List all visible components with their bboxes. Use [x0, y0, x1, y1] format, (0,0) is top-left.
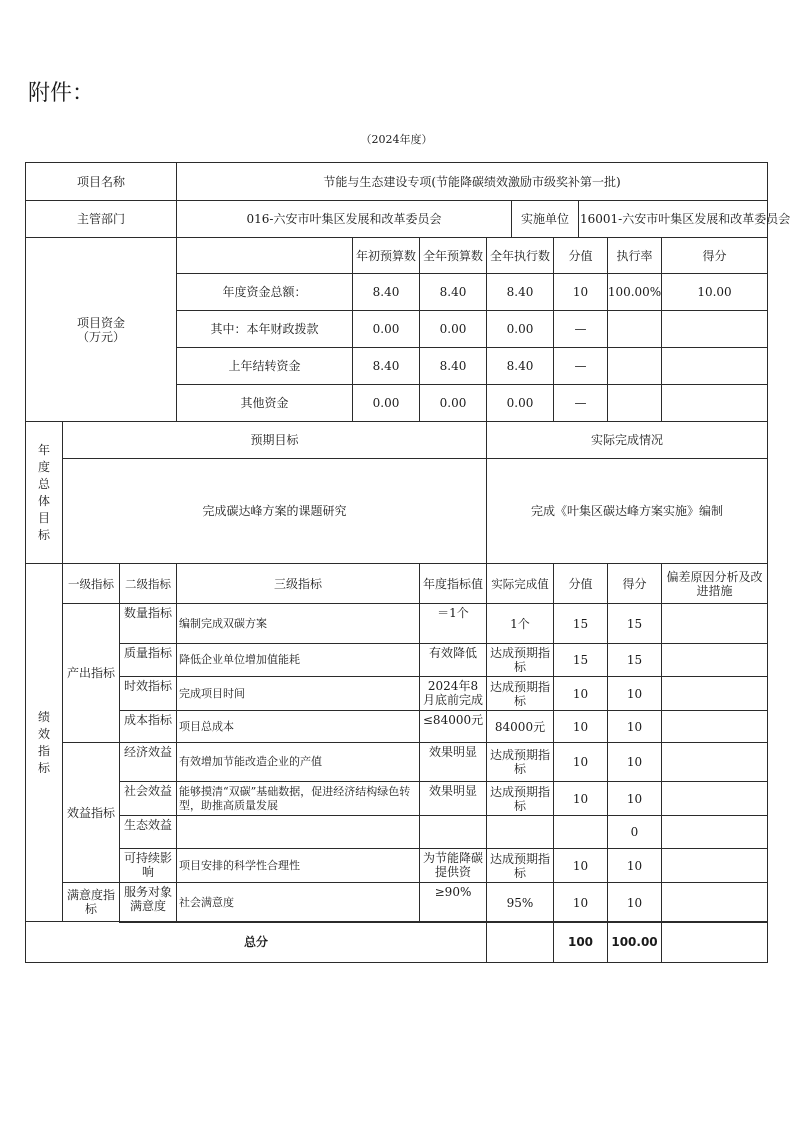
impl-label: 实施单位	[511, 200, 579, 238]
ind-group-satisfaction: 满意度指标	[62, 882, 120, 922]
ind-row-deviation	[661, 848, 768, 883]
ind-row-level2: 生态效益	[119, 815, 177, 849]
funds-header-executed: 全年执行数	[486, 237, 554, 274]
vertical-label-char: 标	[37, 760, 50, 775]
ind-row-level3: 有效增加节能改造企业的产值	[176, 742, 420, 782]
funds-header-rate: 执行率	[607, 237, 662, 274]
ind-group-benefit: 效益指标	[62, 742, 120, 883]
ind-row-deviation	[661, 815, 768, 849]
ind-row-deviation	[661, 676, 768, 711]
fund-row-score-value: 10	[553, 273, 608, 311]
fund-row-executed: 8.40	[486, 347, 554, 385]
ind-header-level1: 一级指标	[62, 563, 120, 604]
goals-expected-value: 完成碳达峰方案的课题研究	[62, 458, 487, 564]
ind-row-level3: 完成项目时间	[176, 676, 420, 711]
fund-row-score-value: —	[553, 384, 608, 422]
ind-row-deviation	[661, 882, 768, 923]
ind-row-level2: 成本指标	[119, 710, 177, 743]
ind-row-actual: 1个	[486, 603, 554, 644]
ind-row-score: 10	[607, 742, 662, 782]
ind-group-output: 产出指标	[62, 603, 120, 743]
year-label: （2024年度）	[360, 133, 433, 146]
ind-row-actual	[486, 815, 554, 849]
fund-row-label: 其中：本年财政拨款	[176, 310, 353, 348]
fund-row-score	[661, 384, 768, 422]
fund-row-rate: 100.00%	[607, 273, 662, 311]
vertical-label-char: 总	[37, 476, 50, 491]
ind-row-score: 10	[607, 781, 662, 816]
ind-row-level3: 项目安排的科学性合理性	[176, 848, 420, 883]
impl-value: 16001-六安市叶集区发展和改革委员会	[578, 200, 768, 238]
vertical-label-char: 效	[37, 726, 50, 741]
ind-header-actual: 实际完成值	[486, 563, 554, 604]
ind-row-target: 效果明显	[419, 742, 487, 782]
fund-row-rate	[607, 347, 662, 385]
total-label: 总分	[25, 921, 487, 963]
ind-row-score-value: 10	[553, 781, 608, 816]
goals-actual-header: 实际完成情况	[486, 421, 768, 459]
vertical-label-char: 目	[37, 510, 50, 525]
ind-row-target: 效果明显	[419, 781, 487, 816]
ind-row-target: 2024年8月底前完成	[419, 676, 487, 711]
vertical-label-char: 年	[37, 442, 50, 457]
total-score-value: 100	[553, 921, 608, 963]
fund-row-score	[661, 347, 768, 385]
ind-row-score: 10	[607, 676, 662, 711]
ind-row-actual: 达成预期指标	[486, 742, 554, 782]
funds-section-label	[25, 237, 177, 422]
fund-row-score: 10.00	[661, 273, 768, 311]
ind-row-score-value: 10	[553, 882, 608, 923]
fund-row-initial: 8.40	[352, 273, 420, 311]
ind-row-actual: 达成预期指标	[486, 643, 554, 677]
ind-row-target: 有效降低	[419, 643, 487, 677]
ind-row-deviation	[661, 742, 768, 782]
ind-row-actual: 84000元	[486, 710, 554, 743]
ind-row-level2: 时效指标	[119, 676, 177, 711]
vertical-label-char: 指	[37, 743, 50, 758]
ind-row-score: 10	[607, 848, 662, 883]
fund-row-rate	[607, 384, 662, 422]
total-actual	[486, 921, 554, 963]
goals-expected-header: 预期目标	[62, 421, 487, 459]
ind-row-score: 0	[607, 815, 662, 849]
funds-header-annual: 全年预算数	[419, 237, 487, 274]
ind-row-deviation	[661, 643, 768, 677]
ind-row-score-value: 10	[553, 848, 608, 883]
vertical-label-char: 绩	[37, 709, 50, 724]
ind-row-target	[419, 815, 487, 849]
fund-row-label: 上年结转资金	[176, 347, 353, 385]
funds-header-score-value: 分值	[553, 237, 608, 274]
ind-header-level2: 二级指标	[119, 563, 177, 604]
ind-row-score-value: 15	[553, 643, 608, 677]
goals-actual-value: 完成《叶集区碳达峰方案实施》编制	[486, 458, 768, 564]
ind-row-actual: 达成预期指标	[486, 676, 554, 711]
ind-row-level3: 降低企业单位增加值能耗	[176, 643, 420, 677]
fund-row-executed: 8.40	[486, 273, 554, 311]
ind-row-level2: 经济效益	[119, 742, 177, 782]
ind-header-score: 得分	[607, 563, 662, 604]
fund-row-annual: 0.00	[419, 384, 487, 422]
ind-row-target: 为节能降碳提供资	[419, 848, 487, 883]
ind-row-target: ≤84000元	[419, 710, 487, 743]
ind-row-score: 10	[607, 710, 662, 743]
ind-header-deviation: 偏差原因分析及改进措施	[661, 563, 768, 604]
ind-header-score-value: 分值	[553, 563, 608, 604]
ind-row-level2: 可持续影响	[119, 848, 177, 883]
ind-row-score-value: 10	[553, 710, 608, 743]
funds-header-blank	[176, 237, 353, 274]
ind-row-level3	[176, 815, 420, 849]
fund-row-initial: 0.00	[352, 310, 420, 348]
ind-row-deviation	[661, 603, 768, 644]
fund-row-executed: 0.00	[486, 310, 554, 348]
ind-row-target: ＝1个	[419, 603, 487, 644]
ind-row-score: 15	[607, 643, 662, 677]
ind-header-level3: 三级指标	[176, 563, 420, 604]
fund-row-label: 其他资金	[176, 384, 353, 422]
ind-row-level3: 项目总成本	[176, 710, 420, 743]
ind-row-score-value: 15	[553, 603, 608, 644]
fund-row-annual: 8.40	[419, 273, 487, 311]
vertical-label-char: 度	[37, 459, 50, 474]
ind-row-actual: 95%	[486, 882, 554, 923]
fund-row-initial: 0.00	[352, 384, 420, 422]
ind-row-score-value: 10	[553, 742, 608, 782]
ind-row-score-value	[553, 815, 608, 849]
ind-row-actual: 达成预期指标	[486, 781, 554, 816]
ind-row-level3: 编制完成双碳方案	[176, 603, 420, 644]
ind-row-level2: 数量指标	[119, 603, 177, 644]
indicators-section-label	[25, 563, 63, 922]
funds-header-initial: 年初预算数	[352, 237, 420, 274]
ind-header-target: 年度指标值	[419, 563, 487, 604]
ind-row-score-value: 10	[553, 676, 608, 711]
ind-row-level3: 社会满意度	[176, 882, 420, 923]
fund-row-initial: 8.40	[352, 347, 420, 385]
fund-row-rate	[607, 310, 662, 348]
ind-row-target: ≥90%	[419, 882, 487, 923]
project-name-label: 项目名称	[25, 162, 177, 201]
ind-row-level3: 能够摸清“双碳”基础数据，促进经济结构绿色转型，助推高质量发展	[176, 781, 420, 816]
ind-row-level2: 服务对象满意度	[119, 882, 177, 923]
ind-row-deviation	[661, 781, 768, 816]
fund-row-score-value: —	[553, 347, 608, 385]
vertical-label-char: 体	[37, 493, 50, 508]
fund-row-label: 年度资金总额：	[176, 273, 353, 311]
ind-row-deviation	[661, 710, 768, 743]
total-score: 100.00	[607, 921, 662, 963]
ind-row-level2: 质量指标	[119, 643, 177, 677]
goals-section-label	[25, 421, 63, 564]
ind-row-score: 15	[607, 603, 662, 644]
ind-row-score: 10	[607, 882, 662, 923]
ind-row-level2: 社会效益	[119, 781, 177, 816]
fund-row-annual: 0.00	[419, 310, 487, 348]
total-deviation	[661, 921, 768, 963]
funds-label-line1: 项目资金	[76, 315, 125, 330]
fund-row-score	[661, 310, 768, 348]
project-name-value: 节能与生态建设专项(节能降碳绩效激励市级奖补第一批)	[176, 162, 768, 201]
dept-value: 016-六安市叶集区发展和改革委员会	[176, 200, 512, 238]
ind-row-actual: 达成预期指标	[486, 848, 554, 883]
fund-row-score-value: —	[553, 310, 608, 348]
dept-label: 主管部门	[25, 200, 177, 238]
vertical-label-char: 标	[37, 527, 50, 542]
attachment-label: 附件：	[28, 81, 95, 106]
funds-label-line2: （万元）	[76, 329, 125, 344]
funds-header-score: 得分	[661, 237, 768, 274]
fund-row-executed: 0.00	[486, 384, 554, 422]
fund-row-annual: 8.40	[419, 347, 487, 385]
